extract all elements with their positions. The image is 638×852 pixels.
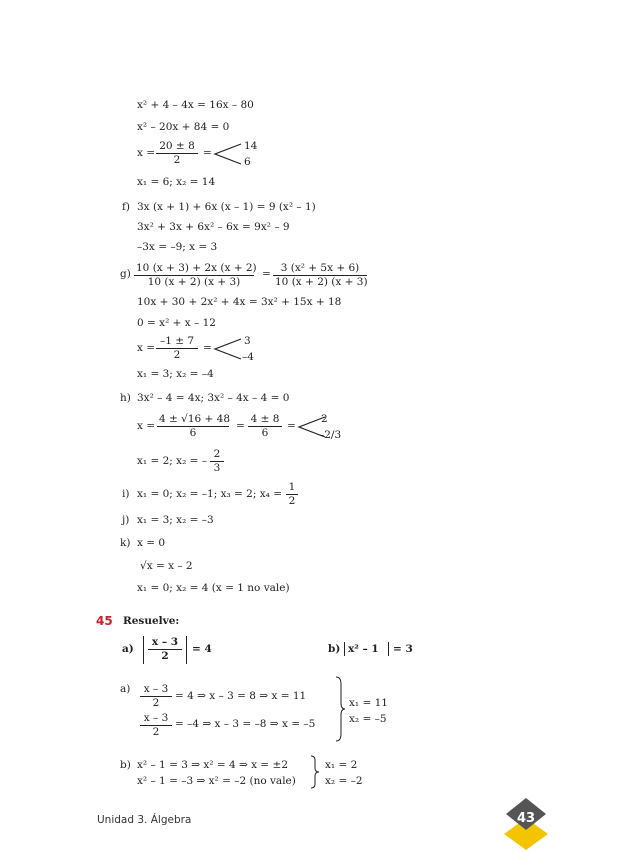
split-arrow-icon: [213, 337, 243, 361]
denominator: 6: [261, 427, 269, 439]
abs-expression: x² – 1: [348, 643, 379, 655]
numerator: x – 3: [148, 636, 182, 650]
fraction: [140, 683, 172, 710]
eq-line-g3: 0 = x² + x – 12: [137, 317, 216, 329]
numerator: 4 ± √16 + 48: [159, 413, 231, 425]
numerator: –1 ± 7: [156, 335, 198, 349]
fraction: [273, 262, 367, 289]
problem-title: Resuelve:: [123, 615, 180, 627]
root-1: 3: [244, 335, 251, 347]
item-label-g: g): [120, 268, 131, 280]
item-label-k: k): [120, 537, 131, 549]
denominator: 2: [152, 726, 160, 738]
eq-line-f2: 3x² + 3x + 6x² – 6x = 9x² – 9: [137, 221, 290, 233]
solution-line: x₁ = 6; x₂ = 14: [137, 176, 216, 188]
equals-sign: =: [287, 420, 296, 432]
eq-line-k1: x = 0: [137, 537, 166, 549]
fraction: [248, 413, 282, 440]
solution-b2: x² – 1 = –3 ⇒ x² = –2 (no vale): [137, 775, 296, 787]
fraction: [286, 481, 298, 508]
item-label-f: f): [122, 201, 130, 213]
eq-line-k2: √x = x – 2: [140, 560, 193, 572]
eq-line-2: x² – 20x + 84 = 0: [137, 121, 230, 133]
denominator: 2: [173, 154, 181, 166]
result-x1: x₁ = 2: [325, 759, 358, 771]
solution-b1: x² – 1 = 3 ⇒ x² = 4 ⇒ x = ±2: [137, 759, 288, 771]
denominator: 3: [213, 462, 221, 474]
numerator: 2: [210, 448, 224, 462]
fraction: [140, 712, 172, 739]
part-label-a: a): [122, 643, 134, 655]
denominator: 6: [189, 427, 197, 439]
eq-line-h1: 3x² – 4 = 4x; 3x² – 4x – 4 = 0: [137, 392, 290, 404]
numerator: x – 3: [140, 712, 172, 726]
right-brace-icon: [334, 676, 346, 742]
solution-line: x₁ = 3; x₂ = –4: [137, 368, 214, 380]
eq-line-j1: x₁ = 3; x₂ = –3: [137, 514, 214, 526]
footer-unit: Unidad 3. Álgebra: [97, 814, 192, 826]
item-label-i: i): [122, 488, 130, 500]
eq-line-1: x² + 4 – 4x = 16x – 80: [137, 99, 254, 111]
item-label-j: j): [122, 514, 130, 526]
denominator: 10 (x + 2) (x + 3): [275, 276, 368, 288]
equals-sign: =: [203, 342, 212, 354]
solution-line-lhs: x₁ = 2; x₂ = –: [137, 455, 208, 467]
rhs: = 3: [393, 643, 413, 655]
item-label-h: h): [120, 392, 131, 404]
root-1: 2: [321, 413, 328, 425]
problem-number: 45: [96, 614, 113, 628]
numerator: 4 ± 8: [248, 413, 282, 427]
denominator: 2: [288, 495, 296, 507]
eq-line-i1: x₁ = 0; x₂ = –1; x₃ = 2; x₄ =: [137, 488, 282, 500]
denominator: 2: [173, 349, 181, 361]
abs-bar-left: [143, 636, 144, 664]
split-arrow-icon: [213, 142, 243, 166]
numerator: 1: [286, 481, 298, 495]
eq-line-k3: x₁ = 0; x₂ = 4 (x = 1 no vale): [137, 582, 290, 594]
fraction: [157, 413, 229, 440]
fraction: [156, 335, 198, 362]
fraction: [148, 636, 182, 663]
equals-sign: =: [203, 147, 212, 159]
fraction: [134, 262, 257, 289]
abs-bar-right: [388, 642, 389, 656]
eq-line-f3: –3x = –9; x = 3: [137, 241, 218, 253]
numerator: x – 3: [140, 683, 172, 697]
rhs: = 4: [192, 643, 212, 655]
solution-a1: = 4 ⇒ x – 3 = 8 ⇒ x = 11: [175, 690, 307, 702]
numerator: 10 (x + 3) + 2x (x + 2): [136, 262, 257, 274]
fraction: [156, 140, 198, 167]
page-number: 43: [516, 811, 536, 826]
result-x1: x₁ = 11: [349, 697, 388, 709]
abs-bar-left: [344, 642, 345, 656]
denominator: 2: [152, 697, 160, 709]
abs-bar-right: [186, 636, 187, 664]
equals-sign: =: [262, 268, 271, 280]
denominator: 2: [161, 650, 169, 662]
solution-a2: = –4 ⇒ x – 3 = –8 ⇒ x = –5: [175, 718, 316, 730]
part-label-b: b): [328, 643, 341, 655]
eq-line-f1: 3x (x + 1) + 6x (x – 1) = 9 (x² – 1): [137, 201, 316, 213]
right-brace-icon: [310, 755, 320, 789]
numerator: 3 (x² + 5x + 6): [273, 262, 367, 276]
solution-label-b: b): [120, 759, 131, 771]
eq-line-g2: 10x + 30 + 2x² + 4x = 3x² + 15x + 18: [137, 296, 342, 308]
equals-sign: =: [236, 420, 245, 432]
root-2: –2/3: [319, 429, 342, 441]
result-x2: x₂ = –2: [325, 775, 363, 787]
eq-line-g4-lhs: x =: [137, 342, 156, 354]
eq-line-3-lhs: x =: [137, 147, 156, 159]
numerator: 20 ± 8: [156, 140, 198, 154]
result-x2: x₂ = –5: [349, 713, 387, 725]
root-2: –4: [242, 351, 254, 363]
root-2: 6: [244, 156, 251, 168]
eq-line-h2-lhs: x =: [137, 420, 156, 432]
denominator: 10 (x + 2) (x + 3): [147, 276, 241, 288]
fraction: [210, 448, 224, 475]
root-1: 14: [244, 140, 258, 152]
solution-label-a: a): [120, 683, 131, 695]
